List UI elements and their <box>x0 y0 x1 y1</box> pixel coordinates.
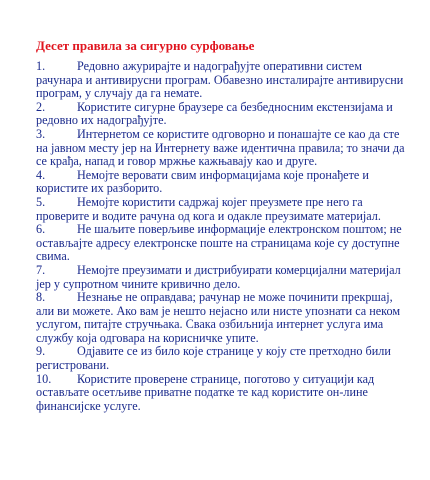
rule-number: 4. <box>36 167 46 182</box>
rule-number: 8. <box>36 290 46 305</box>
rule-number: 1. <box>36 59 46 73</box>
rule-item <box>36 345 410 372</box>
rule-item <box>36 101 410 128</box>
rule-text: Немојте преузимати и дистрибуирати комерцијални материјал јер у супротном чините кривично дело. <box>36 262 401 291</box>
rule-number: 2. <box>36 99 46 114</box>
rule-text: Редовно ажурирајте и надограђујте оперативни систем рачунара и антивирусни програм. Обавезно инсталирајте антивирусни програм, у случају да га немате. <box>36 59 404 101</box>
rule-number: 5. <box>36 194 46 209</box>
rule-number: 9. <box>36 344 46 359</box>
rule-text: Користите проверене странице, поготово у ситуацији кад остављате осетљиве приватне податке те кад користите он-лине финансијске услуге. <box>36 371 375 413</box>
rule-text: Немојте веровати свим информацијама које пронађете и користите их разборито. <box>36 167 369 196</box>
rule-item <box>36 373 410 414</box>
rule-item <box>36 264 410 291</box>
rule-text: Користите сигурне браузере са безбедносним екстензијама и редовно их надограђујте. <box>36 99 393 128</box>
document-title: Десет правила за сигурно сурфовање <box>36 38 255 53</box>
rule-number: 3. <box>36 126 46 141</box>
rule-number: 6. <box>36 222 46 237</box>
rule-item <box>36 60 410 101</box>
rule-text: Не шаљите поверљиве информације електронском поштом; не остављајте адресу електронске поште на страницама које су доступне свима. <box>36 222 402 264</box>
rule-item <box>36 128 410 169</box>
rule-item <box>36 169 410 196</box>
rule-number: 10. <box>36 371 52 386</box>
rules-list <box>36 60 410 413</box>
rule-item <box>36 291 410 345</box>
rule-number: 7. <box>36 262 46 277</box>
rule-text: Одјавите се из било које странице у коју сте претходно били регистровани. <box>36 344 391 373</box>
rule-text: Интернетом се користите одговорно и понашајте се као да сте на јавном месту јер на Интернету важе идентична правила; то значи да се крађа, напад и говор мржње кажњавају као и друге. <box>36 126 405 169</box>
rule-text: Немојте користити садржај којег преузмете пре него га проверите и водите рачуна од кога и одакле преузимате материјал. <box>36 194 381 223</box>
rule-item <box>36 223 410 264</box>
rule-text: Незнање не оправдава; рачунар не може починити прекршај, али ви можете. Ако вам је нешто нејасно или нисте упознати са неком услугом, питајте стручњака. Свака озбиљнија интернет услуга има службу која одговара на корисничке упите. <box>36 290 401 345</box>
rule-item <box>36 196 410 223</box>
